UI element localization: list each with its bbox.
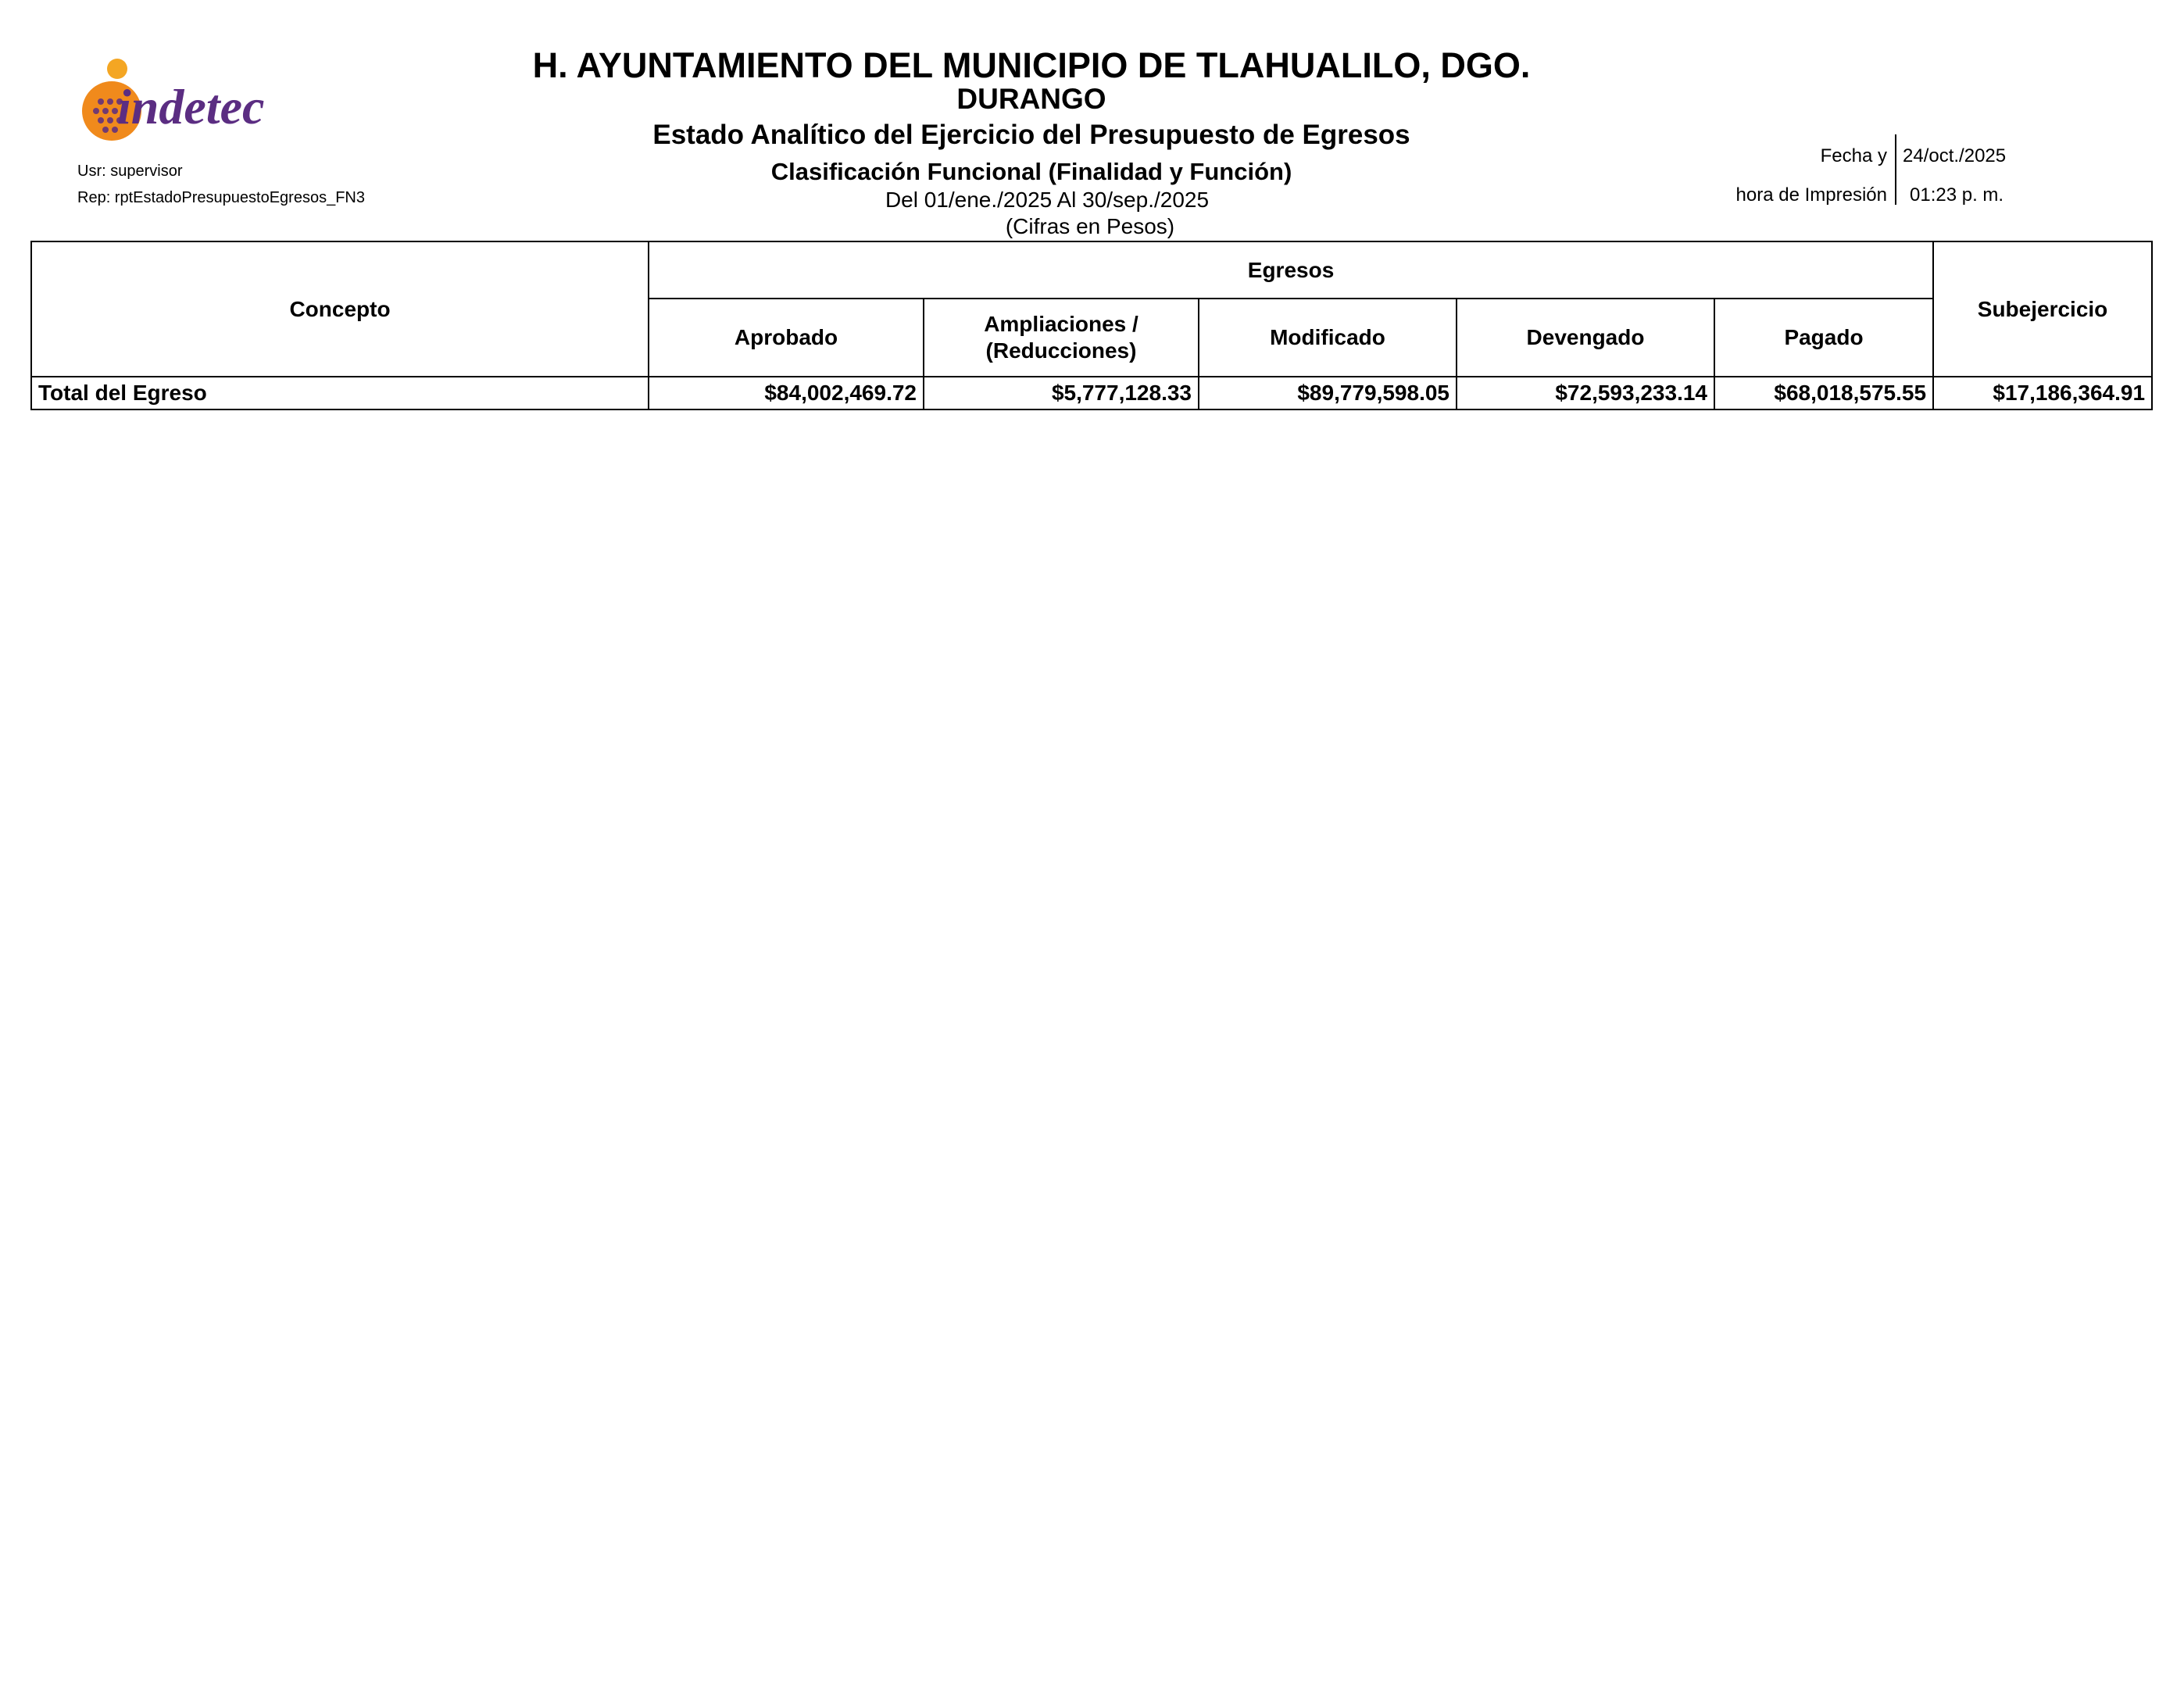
print-date-divider <box>1895 134 1896 205</box>
header-modificado: Modificado <box>1199 299 1457 377</box>
svg-text:indetec: indetec <box>117 79 265 134</box>
period-label: Del 01/ene./2025 Al 30/sep./2025 <box>885 188 1210 212</box>
print-time-value: 01:23 p. m. <box>1910 184 2004 206</box>
budget-table <box>30 241 2153 410</box>
header-pagado: Pagado <box>1714 299 1933 377</box>
header-subejercicio: Subejercicio <box>1933 241 2152 377</box>
table-row <box>31 377 2152 409</box>
header-egresos: Egresos <box>649 241 1933 299</box>
municipality-title: H. AYUNTAMIENTO DEL MUNICIPIO DE TLAHUALILO, DGO. <box>532 45 1531 85</box>
classification-title: Clasificación Funcional (Finalidad y Función) <box>770 158 1292 185</box>
state-title: DURANGO <box>956 83 1106 115</box>
header-ampliaciones: Ampliaciones / (Reducciones) <box>924 299 1199 377</box>
header-devengado: Devengado <box>1457 299 1714 377</box>
print-time-label: hora de Impresión <box>1735 184 1887 206</box>
print-date-value: 24/oct./2025 <box>1903 145 2007 166</box>
cell-aprobado: $84,002,469.72 <box>649 377 924 409</box>
row-concept: Total del Egreso <box>31 377 649 409</box>
cell-subejercicio: $17,186,364.91 <box>1933 377 2152 409</box>
report-title: Estado Analítico del Ejercicio del Presupuesto de Egresos <box>652 120 1410 150</box>
cell-ampliaciones: $5,777,128.33 <box>924 377 1199 409</box>
units-label: (Cifras en Pesos) <box>1005 214 1175 238</box>
cell-pagado: $68,018,575.55 <box>1714 377 1933 409</box>
user-label: Usr: supervisor <box>77 163 183 180</box>
cell-modificado: $89,779,598.05 <box>1199 377 1457 409</box>
cell-devengado: $72,593,233.14 <box>1457 377 1714 409</box>
report-id-label: Rep: rptEstadoPresupuestoEgresos_FN3 <box>77 189 365 206</box>
header-concepto: Concepto <box>31 241 649 377</box>
header-aprobado: Aprobado <box>649 299 924 377</box>
print-date-label: Fecha y <box>1820 145 1887 166</box>
